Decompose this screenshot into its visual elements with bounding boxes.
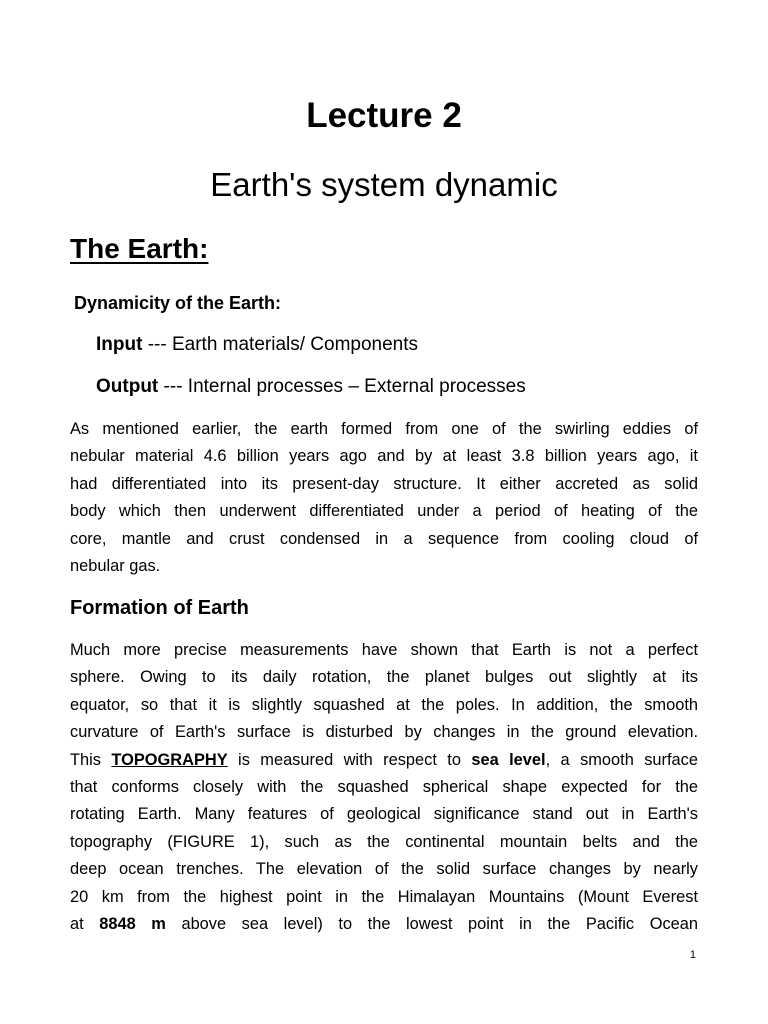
paragraph-line: that conforms closely with the squashed spherical shape expected for the — [70, 777, 698, 796]
subheading-dynamicity: Dynamicity of the Earth: — [74, 293, 282, 313]
paragraph-line: nebular gas. — [70, 556, 161, 575]
text-run: This — [70, 750, 112, 769]
paragraph-line: deep ocean trenches. The elevation of the solid surface changes by nearly — [70, 860, 698, 879]
input-line — [96, 331, 418, 359]
paragraph-line: rotating Earth. Many features of geological significance stand out in Earth's — [70, 805, 698, 824]
paragraph-line: Much more precise measurements have shown that Earth is not a perfect — [70, 641, 698, 659]
paragraph-line — [70, 911, 698, 938]
input-label: Input — [96, 334, 143, 355]
paragraph-line — [70, 747, 698, 774]
input-text: --- Earth materials/ Components — [142, 334, 419, 355]
paragraph-line: had differentiated into its present-day structure. It either accreted as solid — [70, 474, 698, 493]
text-run: is measured with respect to — [227, 750, 472, 769]
paragraph-earth-formation — [70, 416, 698, 580]
section-heading-the-earth: The Earth: — [70, 233, 209, 264]
paragraph-line: As mentioned earlier, the earth formed from one of the swirling eddies of — [70, 420, 698, 438]
paragraph-line: 20 km from the highest point in the Himalayan Mountains (Mount Everest — [70, 887, 698, 906]
lecture-subtitle: Earth's system dynamic — [210, 166, 558, 203]
output-text: --- Internal processes – External processes — [158, 376, 526, 397]
text-run: above sea level) to the lowest point in the Pacific Ocean — [165, 914, 698, 933]
output-line — [96, 373, 526, 401]
section-heading-formation: Formation of Earth — [70, 597, 249, 619]
value-everest-height: 8848 m — [99, 914, 166, 933]
paragraph-line: curvature of Earth's surface is disturbed by changes in the ground elevation. — [70, 723, 698, 742]
page-number: 1 — [689, 949, 696, 961]
paragraph-line: body which then underwent differentiated under a period of heating of the — [70, 502, 698, 521]
paragraph-line: topography (FIGURE 1), such as the continental mountain belts and the — [70, 832, 698, 851]
paragraph-line: nebular material 4.6 billion years ago and by at least 3.8 billion years ago, it — [70, 447, 698, 466]
lecture-title: Lecture 2 — [306, 96, 462, 135]
output-label: Output — [96, 376, 159, 397]
paragraph-line: core, mantle and crust condensed in a sequence from cooling cloud of — [70, 529, 698, 548]
paragraph-line: equator, so that it is slightly squashed at the poles. In addition, the smooth — [70, 695, 698, 714]
term-topography: TOPOGRAPHY — [111, 750, 228, 769]
term-sea-level: sea level — [471, 750, 546, 769]
text-run: at — [70, 914, 100, 933]
paragraph-line: sphere. Owing to its daily rotation, the planet bulges out slightly at its — [70, 668, 698, 687]
paragraph-topography — [70, 637, 698, 938]
text-run: , a smooth surface — [545, 750, 698, 769]
